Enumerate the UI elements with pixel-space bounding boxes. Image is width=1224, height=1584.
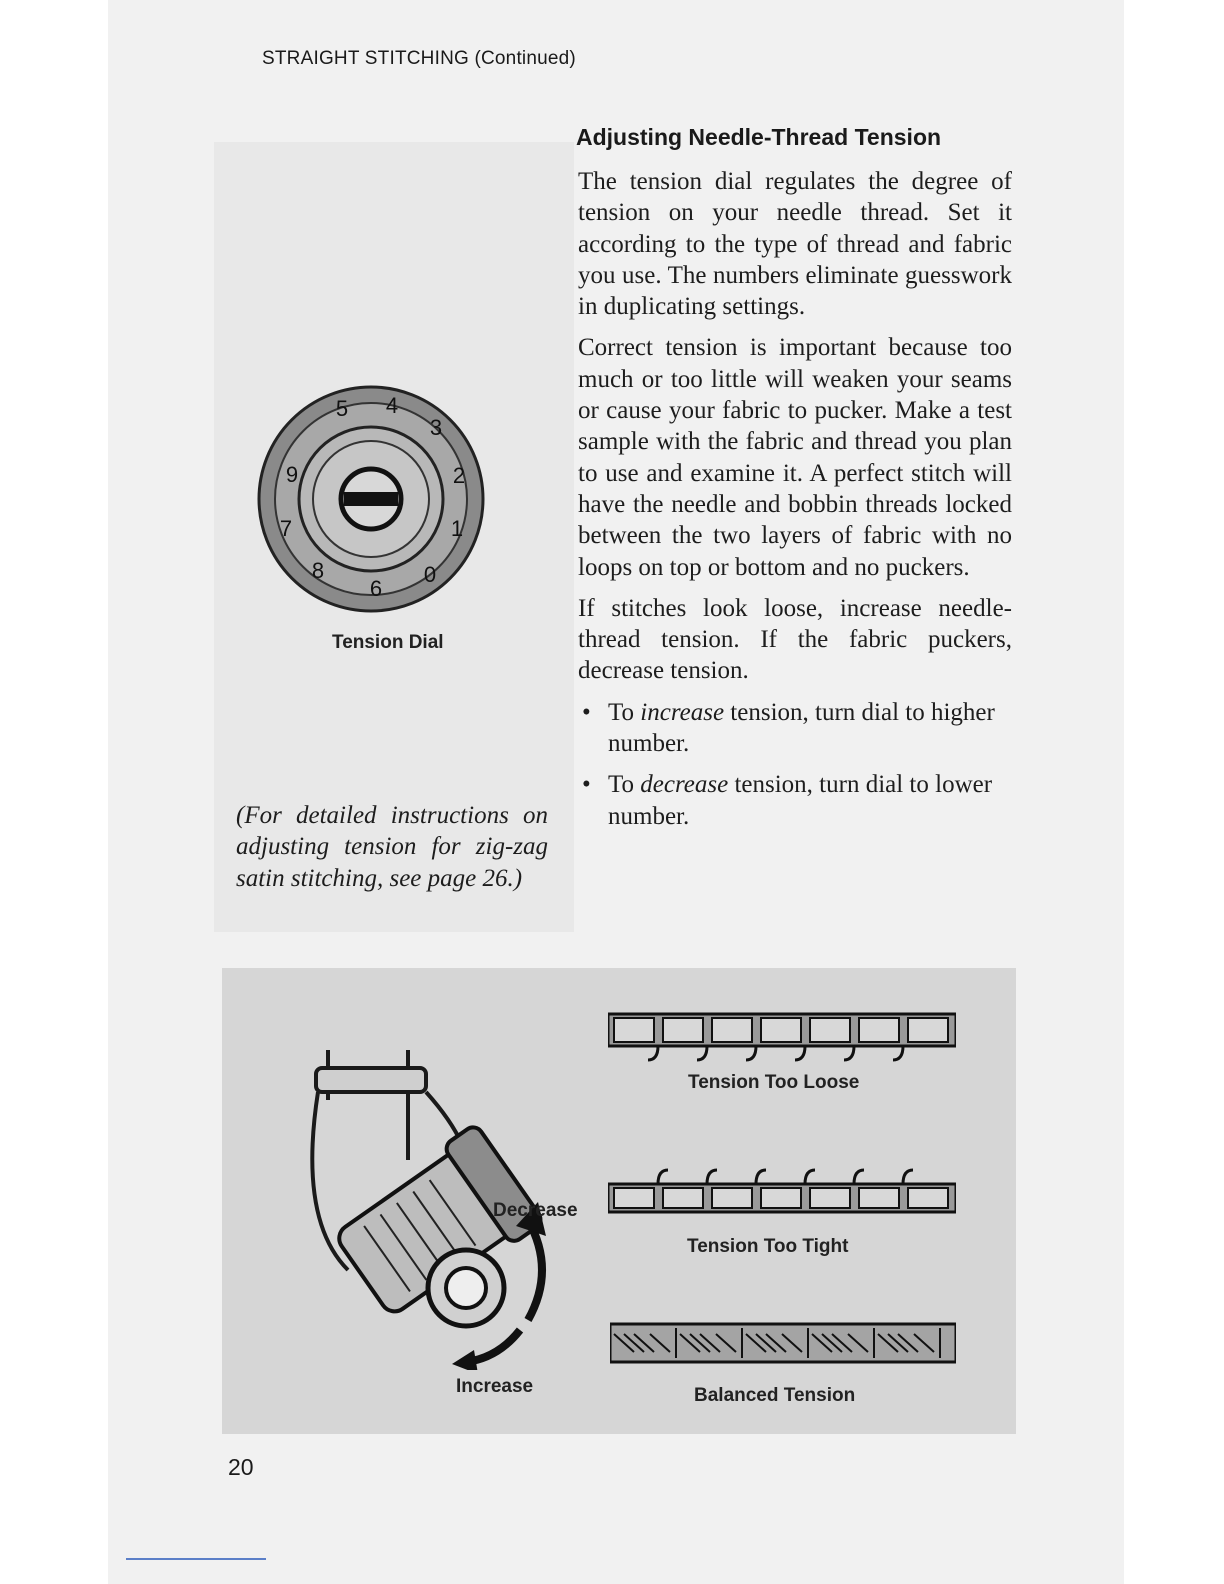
dial-number-4: 4 bbox=[385, 392, 399, 418]
caption-decrease: Decrease bbox=[493, 1200, 578, 1221]
caption-tension-too-loose: Tension Too Loose bbox=[688, 1072, 860, 1093]
section-title: Adjusting Needle-Thread Tension bbox=[576, 124, 942, 150]
emphasis-increase: increase bbox=[640, 698, 725, 726]
body-text-column bbox=[578, 166, 1012, 842]
dial-number-5: 5 bbox=[335, 395, 349, 421]
tension-knob-center bbox=[446, 1268, 486, 1308]
stitch-sample-tight bbox=[608, 1168, 956, 1224]
tension-bullets bbox=[578, 697, 1012, 832]
stitch-sample-balanced bbox=[610, 1318, 956, 1368]
bullet-decrease: • To decrease tension, turn dial to lower number. bbox=[582, 771, 993, 830]
running-head: STRAIGHT STITCHING (Continued) bbox=[262, 48, 576, 69]
dial-number-2: 2 bbox=[452, 462, 466, 488]
caption-tension-dial: Tension Dial bbox=[332, 632, 444, 653]
caption-tension-too-tight: Tension Too Tight bbox=[687, 1236, 849, 1257]
side-note: (For detailed instructions on adjusting tension for zig-zag satin stitching, see page 26.) bbox=[236, 802, 548, 892]
increase-arrowhead-icon bbox=[452, 1350, 478, 1370]
emphasis-decrease: decrease bbox=[640, 771, 729, 799]
thread-guide-bar bbox=[316, 1068, 426, 1092]
dial-number-9: 9 bbox=[285, 461, 299, 487]
stitch-sample-loose bbox=[608, 1006, 956, 1062]
paragraph-loose-stitches: If stitches look loose, increase needle-thread tension. If the fabric puckers, decrease tension. bbox=[578, 594, 1012, 685]
dial-number-6: 6 bbox=[369, 575, 383, 601]
caption-increase: Increase bbox=[456, 1376, 534, 1397]
dial-number-1: 1 bbox=[450, 515, 464, 541]
paragraph-correct-tension: Correct tension is important because too much or too little will weaken your seams or cause your fabric to pucker. Make a test sample with the fabric and thread you plan to use and examine it. A perfect stitch will have the needle and bobbin threads locked between the two layers of fabric with no loops on top or bottom and no puckers. bbox=[578, 334, 1012, 581]
dial-slot-indicator bbox=[344, 492, 398, 506]
caption-balanced-tension: Balanced Tension bbox=[694, 1385, 856, 1406]
dial-number-7: 7 bbox=[279, 515, 293, 541]
scan-edge-line bbox=[126, 1558, 266, 1560]
tension-dial-figure bbox=[256, 384, 486, 614]
dial-number-8: 8 bbox=[311, 557, 325, 583]
paragraph-tension-dial: The tension dial regulates the degree of tension on your needle thread. Set it according to the type of thread and fabric you use. The numbers eliminate guesswork in duplicating settings. bbox=[578, 168, 1012, 321]
dial-number-3: 3 bbox=[429, 414, 443, 440]
page-number: 20 bbox=[228, 1454, 254, 1480]
dial-number-0: 0 bbox=[423, 561, 437, 587]
bullet-increase: • To increase tension, turn dial to higher number. bbox=[582, 698, 995, 758]
decrease-arrow-icon bbox=[528, 1220, 542, 1320]
